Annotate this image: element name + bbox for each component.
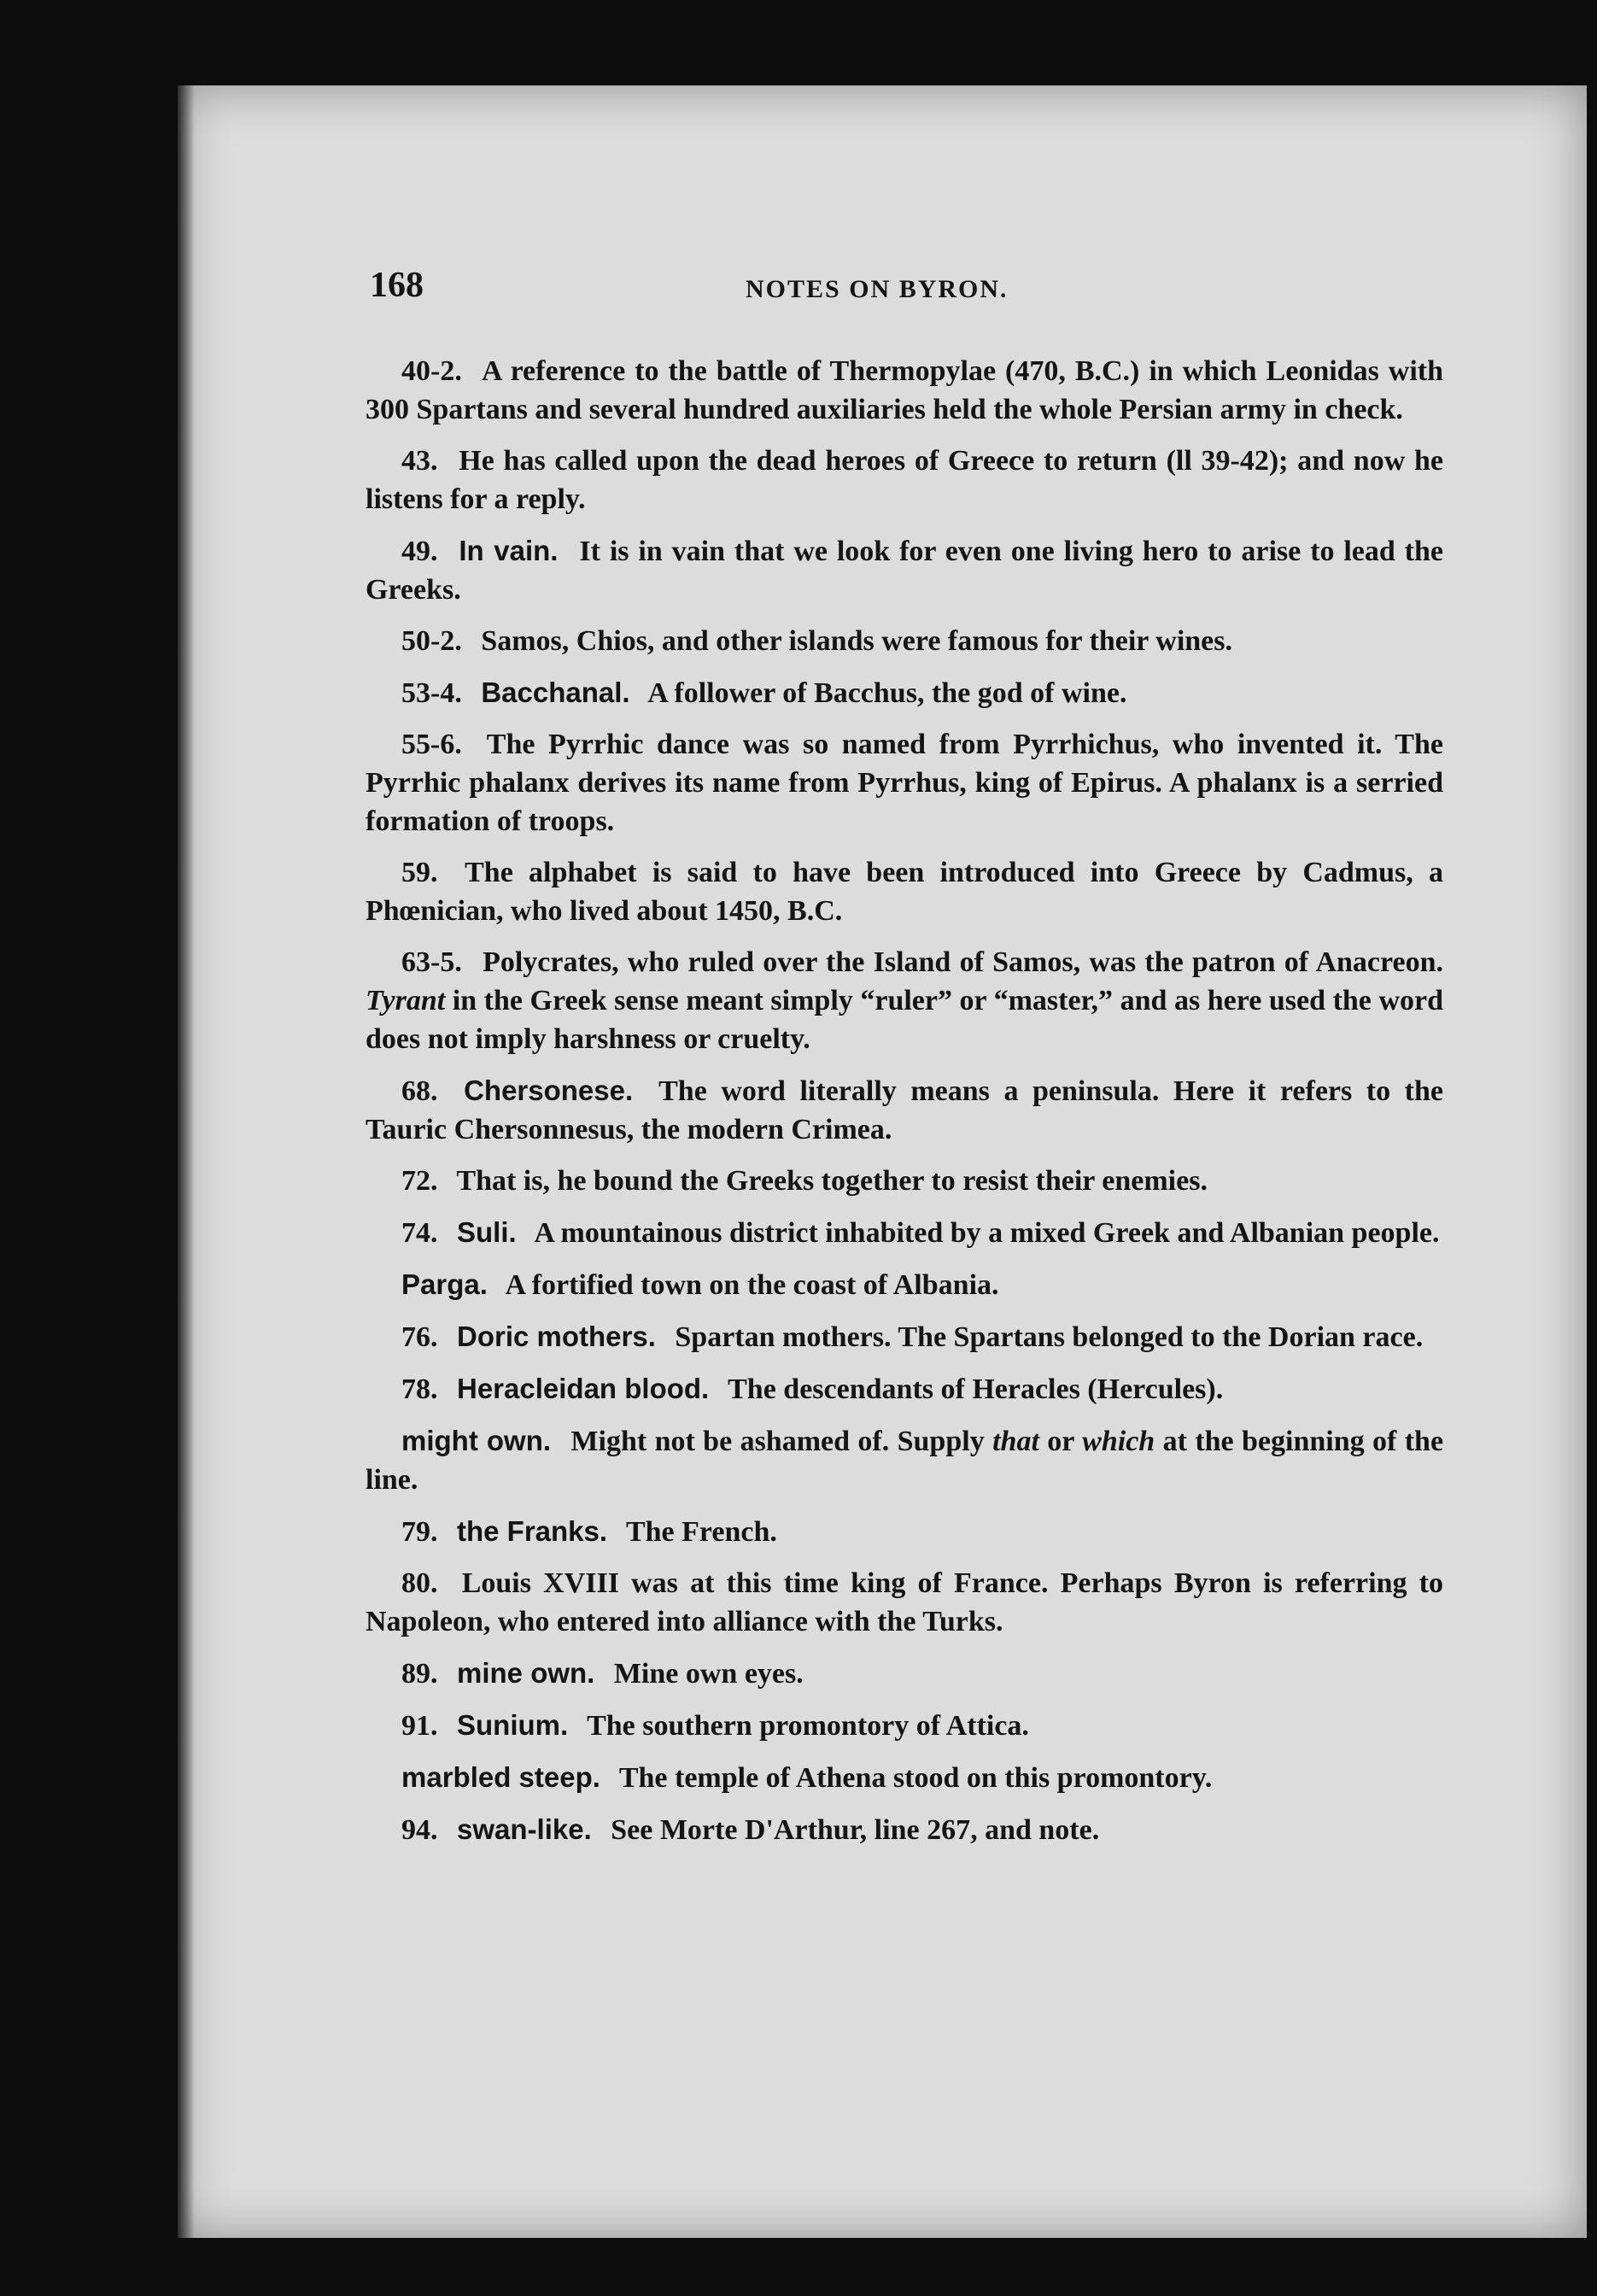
- note-term: Doric mothers.: [457, 1321, 656, 1352]
- note-term: Bacchanal.: [481, 676, 630, 708]
- note-term: Sunium.: [457, 1709, 569, 1741]
- note-text: That is, he bound the Greeks together to resist their enemies.: [456, 1165, 1208, 1197]
- note-number: 94.: [401, 1814, 438, 1846]
- note-79: [366, 1512, 1443, 1551]
- note-78: [366, 1369, 1443, 1409]
- note-55-6: [366, 725, 1443, 840]
- note-text: A fortified town on the coast of Albania.: [505, 1269, 999, 1301]
- note-marbled-steep: [366, 1758, 1443, 1797]
- note-number: 43.: [401, 445, 438, 477]
- note-number: 49.: [401, 536, 438, 567]
- note-number: 59.: [401, 857, 438, 888]
- note-term: might own.: [401, 1425, 552, 1456]
- note-italic-term-2: which: [1082, 1426, 1155, 1457]
- note-text-continued: or: [1047, 1426, 1074, 1457]
- note-91: [366, 1706, 1443, 1745]
- page-number: 168: [370, 266, 424, 305]
- note-term: In vain.: [459, 535, 559, 566]
- note-43: [366, 442, 1443, 518]
- note-number: 53-4.: [401, 677, 462, 709]
- note-59: [366, 853, 1443, 930]
- note-40-2: [366, 352, 1443, 429]
- note-72: [366, 1162, 1443, 1200]
- note-number: 40-2.: [401, 355, 462, 387]
- note-number: 68.: [401, 1075, 438, 1107]
- note-89: [366, 1654, 1443, 1693]
- page-header: [370, 265, 1480, 316]
- note-text: He has called upon the dead heroes of Greece to return (ll 39-42); and now he listens for a reply.: [366, 445, 1443, 515]
- note-text: The Pyrrhic dance was so named from Pyrrhichus, who invented it. The Pyrrhic phalanx derives its name from Pyrrhus, king of Epirus. A phalanx is a serried formation of troops.: [366, 729, 1443, 837]
- note-text: A mountainous district inhabited by a mixed Greek and Albanian people.: [534, 1217, 1440, 1249]
- note-94: [366, 1810, 1443, 1849]
- note-53-4: [366, 673, 1443, 712]
- note-text-continued: in the Greek sense meant simply “ruler” or “master,” and as here used the word does not imply harshness or cruelty.: [366, 985, 1444, 1055]
- running-title: NOTES ON BYRON.: [746, 275, 1009, 303]
- note-number: 74.: [401, 1217, 438, 1249]
- note-text: The alphabet is said to have been introduced into Greece by Cadmus, a Phœnician, who lived about 1450, B.C.: [366, 857, 1443, 927]
- note-text: Samos, Chios, and other islands were famous for their wines.: [481, 625, 1232, 657]
- scanned-page: [178, 85, 1587, 2238]
- note-text: Mine own eyes.: [613, 1658, 804, 1690]
- note-italic-term: that: [992, 1426, 1039, 1457]
- note-76: [366, 1317, 1443, 1356]
- note-italic-term: Tyrant: [366, 985, 446, 1016]
- note-term: Chersonese.: [464, 1075, 634, 1106]
- note-parga: [366, 1265, 1443, 1304]
- note-number: 89.: [401, 1658, 438, 1690]
- note-text: The temple of Athena stood on this promontory.: [618, 1762, 1213, 1794]
- note-text: Louis XVIII was at this time king of France. Perhaps Byron is referring to Napoleon, who entered into alliance with the Turks.: [366, 1567, 1443, 1637]
- note-63-5: [366, 943, 1443, 1058]
- note-text: The descendants of Heracles (Hercules).: [728, 1374, 1224, 1405]
- note-number: 50-2.: [401, 625, 462, 657]
- note-text: Polycrates, who ruled over the Island of Samos, was the patron of Anacreon.: [483, 946, 1444, 978]
- notes-list: [366, 352, 1443, 1862]
- note-number: 91.: [401, 1710, 438, 1742]
- note-text: The word literally means a peninsula. Here it refers to the Tauric Chersonnesus, the modern Crimea.: [366, 1075, 1444, 1145]
- note-text: It is in vain that we look for even one living hero to arise to lead the Greeks.: [366, 536, 1443, 606]
- note-68: [366, 1071, 1443, 1149]
- note-text: The French.: [625, 1516, 777, 1548]
- note-text: Spartan mothers. The Spartans belonged to the Dorian race.: [675, 1321, 1424, 1353]
- note-number: 63-5.: [401, 946, 462, 978]
- note-term: marbled steep.: [401, 1761, 600, 1793]
- note-50-2: [366, 622, 1443, 660]
- note-text: A reference to the battle of Thermopylae (470, B.C.) in which Leonidas with 300 Spartans and several hundred auxiliaries held the whole Persian army in check.: [366, 355, 1444, 425]
- note-number: 78.: [401, 1374, 438, 1405]
- note-number: 55-6.: [401, 729, 462, 760]
- note-number: 80.: [401, 1567, 438, 1599]
- note-number: 79.: [401, 1516, 438, 1548]
- note-might-own: [366, 1421, 1443, 1499]
- note-term: swan-like.: [457, 1813, 592, 1845]
- note-text: The southern promontory of Attica.: [587, 1710, 1029, 1742]
- note-text: A follower of Bacchus, the god of wine.: [647, 677, 1127, 709]
- note-term: Parga.: [401, 1268, 488, 1300]
- note-80: [366, 1564, 1443, 1641]
- note-term: Suli.: [457, 1216, 517, 1248]
- note-49: [366, 531, 1443, 609]
- note-term: mine own.: [457, 1657, 595, 1689]
- note-term: Heracleidan blood.: [457, 1373, 710, 1404]
- note-term: the Franks.: [457, 1515, 608, 1547]
- note-number: 76.: [401, 1321, 438, 1353]
- note-74: [366, 1213, 1443, 1252]
- note-text: See Morte D'Arthur, line 267, and note.: [611, 1814, 1100, 1846]
- note-text: Might not be ashamed of. Supply: [570, 1426, 985, 1457]
- note-number: 72.: [401, 1165, 438, 1197]
- note-text-continued-2: at the beginning of the line.: [366, 1426, 1444, 1496]
